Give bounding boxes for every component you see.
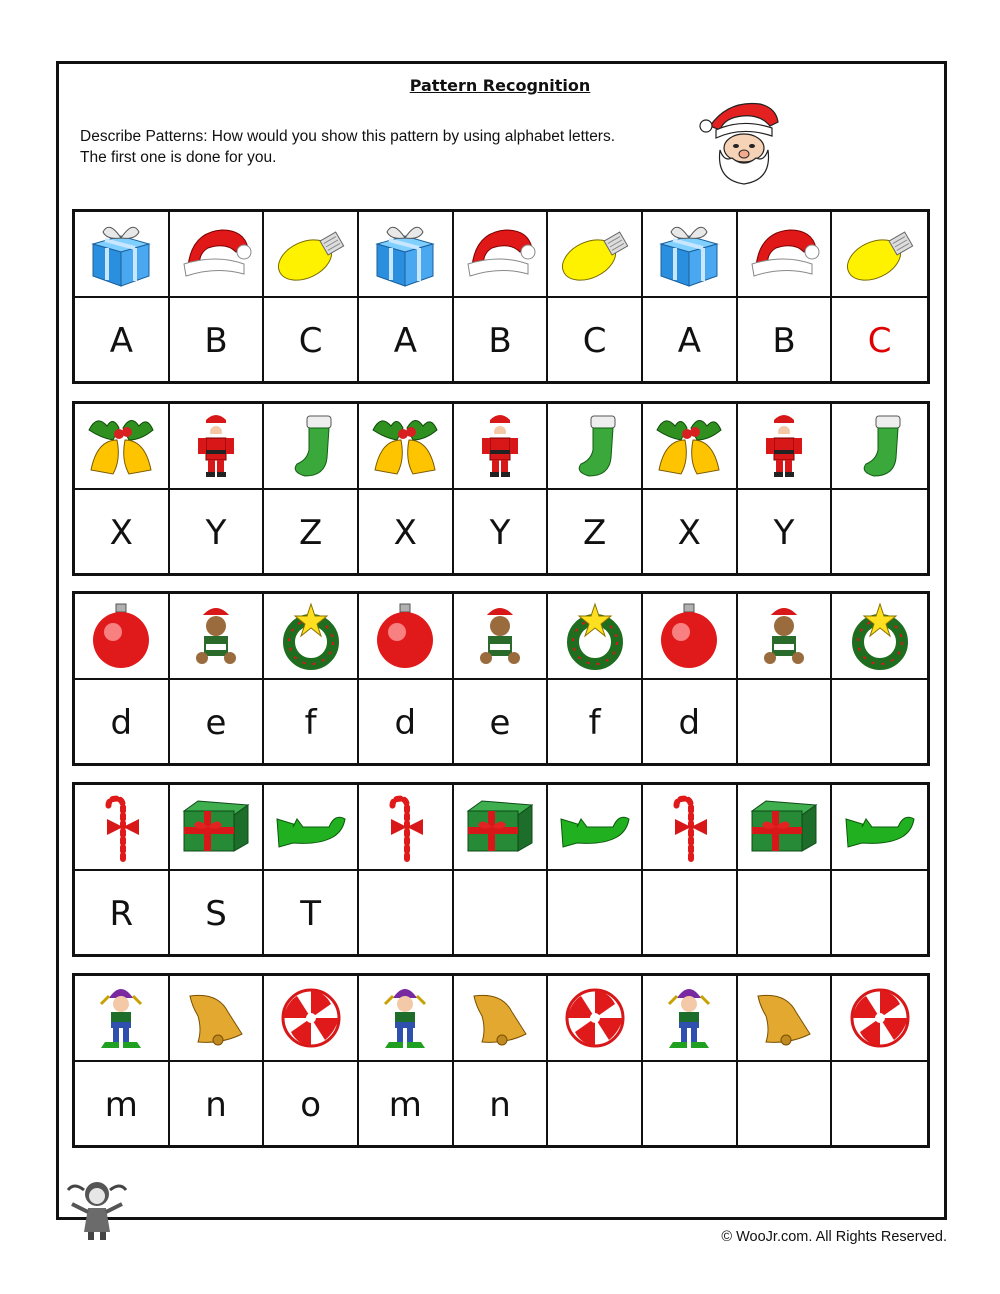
peppermint-icon	[842, 982, 918, 1054]
letter-cell	[359, 490, 454, 576]
picture-cell	[75, 594, 170, 680]
letter-cell	[643, 490, 738, 576]
pattern-letter: X	[393, 513, 417, 553]
letter-cell	[170, 680, 265, 766]
letter-cell	[548, 298, 643, 384]
stocking-icon	[842, 410, 918, 482]
peppermint-icon	[557, 982, 633, 1054]
bell-icon	[178, 982, 254, 1054]
picture-cell	[832, 976, 927, 1062]
bell-icon	[746, 982, 822, 1054]
picture-cell	[643, 594, 738, 680]
pattern-letter: B	[772, 321, 796, 361]
pattern-grid-1	[72, 209, 930, 384]
picture-cell	[548, 404, 643, 490]
light-bulb-icon	[557, 218, 633, 290]
picture-cell	[643, 976, 738, 1062]
pattern-grid-3	[72, 591, 930, 766]
letter-cell	[643, 680, 738, 766]
elf-shoe-icon	[557, 791, 633, 863]
pattern-letter: C	[582, 321, 607, 361]
pattern-letter: n	[205, 1085, 227, 1125]
pattern-grid-5	[72, 973, 930, 1148]
answer-blank-cell[interactable]	[832, 490, 927, 576]
picture-cell	[359, 976, 454, 1062]
answer-blank-cell[interactable]	[832, 871, 927, 957]
picture-cell	[75, 212, 170, 298]
picture-cell	[170, 404, 265, 490]
pattern-letter: f	[304, 703, 317, 743]
answer-blank-cell[interactable]	[738, 680, 833, 766]
elf-shoe-icon	[273, 791, 349, 863]
gift-box-icon	[367, 218, 443, 290]
picture-cell	[359, 212, 454, 298]
letter-cell	[75, 490, 170, 576]
ornament-icon	[367, 600, 443, 672]
pattern-letter: A	[393, 321, 417, 361]
picture-cell	[548, 976, 643, 1062]
picture-cell	[738, 404, 833, 490]
letter-cell	[359, 680, 454, 766]
picture-cell	[75, 785, 170, 871]
picture-cell	[264, 404, 359, 490]
letter-cell	[264, 298, 359, 384]
letter-cell	[264, 1062, 359, 1148]
santa-hat-icon	[178, 218, 254, 290]
elf-icon	[83, 982, 159, 1054]
wreath-icon	[842, 600, 918, 672]
bells-icon	[651, 410, 727, 482]
santa-icon	[462, 410, 538, 482]
pattern-letter: m	[388, 1085, 422, 1125]
pattern-letter: C	[867, 321, 892, 361]
pattern-letter: d	[678, 703, 701, 743]
pattern-letter: S	[205, 894, 227, 934]
present-icon	[746, 791, 822, 863]
instructions	[80, 126, 720, 168]
teddy-bear-icon	[178, 600, 254, 672]
bell-icon	[462, 982, 538, 1054]
light-bulb-icon	[273, 218, 349, 290]
pattern-letter: R	[109, 894, 134, 934]
picture-cell	[454, 212, 549, 298]
teddy-bear-icon	[746, 600, 822, 672]
answer-blank-cell[interactable]	[832, 1062, 927, 1148]
pattern-letter: C	[298, 321, 323, 361]
picture-cell	[264, 976, 359, 1062]
gift-box-icon	[651, 218, 727, 290]
picture-cell	[75, 404, 170, 490]
picture-cell	[454, 976, 549, 1062]
candy-cane-icon	[83, 791, 159, 863]
stocking-icon	[557, 410, 633, 482]
picture-cell	[264, 212, 359, 298]
letter-cell	[643, 298, 738, 384]
pattern-letter: Z	[299, 513, 323, 553]
pattern-letter: A	[677, 321, 701, 361]
picture-cell	[170, 212, 265, 298]
copyright-footer: © WooJr.com. All Rights Reserved.	[721, 1229, 947, 1245]
letter-cell	[75, 298, 170, 384]
picture-cell	[454, 594, 549, 680]
picture-cell	[359, 404, 454, 490]
letter-cell	[548, 490, 643, 576]
santa-hat-icon	[746, 218, 822, 290]
pattern-letter: d	[394, 703, 417, 743]
answer-blank-cell[interactable]	[738, 871, 833, 957]
letter-cell	[170, 871, 265, 957]
picture-cell	[454, 404, 549, 490]
answer-blank-cell[interactable]	[738, 1062, 833, 1148]
letter-cell	[264, 871, 359, 957]
letter-cell	[264, 680, 359, 766]
bells-icon	[83, 410, 159, 482]
pattern-grid-2	[72, 401, 930, 576]
picture-cell	[643, 404, 738, 490]
letter-cell	[359, 1062, 454, 1148]
pattern-letter: T	[300, 894, 322, 934]
picture-cell	[832, 785, 927, 871]
picture-cell	[264, 785, 359, 871]
wreath-icon	[557, 600, 633, 672]
pattern-letter: X	[677, 513, 701, 553]
picture-cell	[738, 785, 833, 871]
picture-cell	[170, 976, 265, 1062]
letter-cell	[454, 680, 549, 766]
letter-cell	[75, 680, 170, 766]
pattern-letter: e	[489, 703, 511, 743]
answer-blank-cell[interactable]	[832, 680, 927, 766]
pattern-letter: n	[489, 1085, 511, 1125]
picture-cell	[359, 785, 454, 871]
answer-blank-cell[interactable]	[454, 871, 549, 957]
letter-cell	[75, 871, 170, 957]
answer-blank-cell[interactable]	[548, 1062, 643, 1148]
answer-blank-cell[interactable]	[643, 871, 738, 957]
pattern-grid-4	[72, 782, 930, 957]
gift-box-icon	[83, 218, 159, 290]
letter-cell	[75, 1062, 170, 1148]
picture-cell	[548, 212, 643, 298]
elf-icon	[651, 982, 727, 1054]
teddy-bear-icon	[462, 600, 538, 672]
santa-icon	[746, 410, 822, 482]
instructions-line-2: The first one is done for you.	[80, 149, 277, 166]
girl-mascot-icon	[64, 1176, 130, 1240]
pattern-letter: m	[104, 1085, 138, 1125]
picture-cell	[359, 594, 454, 680]
ornament-icon	[83, 600, 159, 672]
picture-cell	[264, 594, 359, 680]
pattern-letter: Y	[205, 513, 227, 553]
pattern-letter: B	[488, 321, 512, 361]
pattern-letter: o	[300, 1085, 322, 1125]
stocking-icon	[273, 410, 349, 482]
letter-cell	[548, 680, 643, 766]
picture-cell	[170, 785, 265, 871]
picture-cell	[832, 212, 927, 298]
letter-cell	[454, 298, 549, 384]
picture-cell	[832, 594, 927, 680]
picture-cell	[548, 594, 643, 680]
instructions-line-1: Describe Patterns: How would you show this pattern by using alphabet letters.	[80, 128, 616, 145]
santa-face-icon	[698, 96, 784, 186]
picture-cell	[832, 404, 927, 490]
picture-cell	[548, 785, 643, 871]
picture-cell	[738, 976, 833, 1062]
picture-cell	[170, 594, 265, 680]
picture-cell	[738, 212, 833, 298]
pattern-letter: Z	[583, 513, 607, 553]
letter-cell	[170, 298, 265, 384]
elf-icon	[367, 982, 443, 1054]
picture-cell	[454, 785, 549, 871]
letter-cell	[170, 490, 265, 576]
pattern-letter: f	[588, 703, 601, 743]
pattern-letter: A	[109, 321, 133, 361]
bells-icon	[367, 410, 443, 482]
page-title: Pattern Recognition	[409, 76, 591, 95]
picture-cell	[738, 594, 833, 680]
santa-icon	[178, 410, 254, 482]
picture-cell	[643, 212, 738, 298]
letter-cell	[454, 1062, 549, 1148]
pattern-letter: e	[205, 703, 227, 743]
pattern-letter: Y	[489, 513, 511, 553]
light-bulb-icon	[842, 218, 918, 290]
peppermint-icon	[273, 982, 349, 1054]
answer-blank-cell[interactable]	[548, 871, 643, 957]
wreath-icon	[273, 600, 349, 672]
elf-shoe-icon	[842, 791, 918, 863]
letter-cell	[454, 490, 549, 576]
candy-cane-icon	[651, 791, 727, 863]
present-icon	[178, 791, 254, 863]
pattern-letter: B	[204, 321, 228, 361]
candy-cane-icon	[367, 791, 443, 863]
letter-cell	[832, 298, 927, 384]
ornament-icon	[651, 600, 727, 672]
answer-blank-cell[interactable]	[643, 1062, 738, 1148]
letter-cell	[738, 490, 833, 576]
picture-cell	[75, 976, 170, 1062]
letter-cell	[738, 298, 833, 384]
santa-hat-icon	[462, 218, 538, 290]
answer-blank-cell[interactable]	[359, 871, 454, 957]
present-icon	[462, 791, 538, 863]
pattern-letter: Y	[773, 513, 795, 553]
pattern-letter: X	[109, 513, 133, 553]
letter-cell	[359, 298, 454, 384]
letter-cell	[264, 490, 359, 576]
picture-cell	[643, 785, 738, 871]
letter-cell	[170, 1062, 265, 1148]
pattern-letter: d	[110, 703, 133, 743]
